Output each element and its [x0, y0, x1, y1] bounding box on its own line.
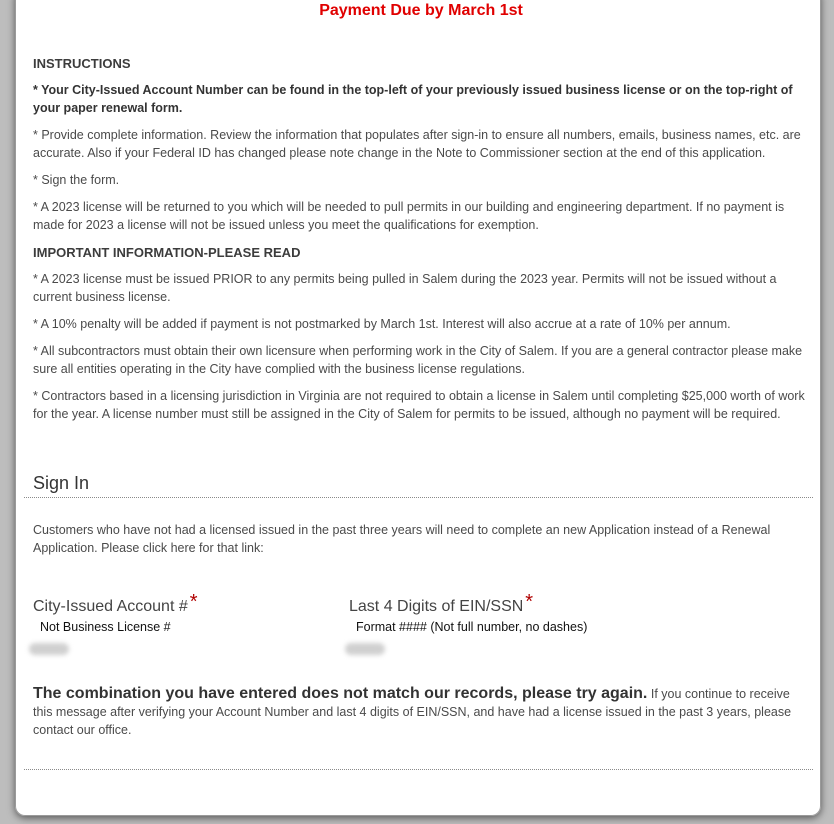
account-number-input[interactable]: [29, 643, 69, 655]
section-divider: [24, 769, 813, 770]
sign-in-title: Sign In: [33, 473, 90, 493]
instruction-item: * Provide complete information. Review the information that populates after sign-in to ensure all numbers, emails, business names, etc. are accurate. Also if your Federal ID has changed please note change in the Note to Commissioner section at the end of this application.: [33, 128, 801, 160]
payment-due-heading: Payment Due by March 1st: [319, 2, 523, 19]
important-item: * A 10% penalty will be added if payment is not postmarked by March 1st. Interest will also accrue at a rate of 10% per annum.: [33, 317, 731, 331]
error-message: [33, 685, 805, 739]
error-detail: If you continue to receive this message after verifying your Account Number and last 4 digits of EIN/SSN, and have had a license issued in the past 3 years, please contact our office.: [33, 687, 792, 737]
important-item: * A 2023 license must be issued PRIOR to any permits being pulled in Salem during the 2023 year. Permits will not be issued without a current business license.: [33, 272, 777, 304]
ein-ssn-hint: Format #### (Not full number, no dashes): [356, 620, 588, 634]
ein-ssn-input[interactable]: [345, 643, 385, 655]
new-application-notice[interactable]: Customers who have not had a licensed issued in the past three years will need to complete an new Application instead of a Renewal Application. Please click here for that link:: [33, 523, 771, 555]
required-marker: *: [525, 591, 534, 613]
form-panel: [15, 0, 821, 816]
important-item: * Contractors based in a licensing jurisdiction in Virginia are not required to obtain a license in Salem until completing $25,000 worth of work for the year. A license number must still be assigned in the City of Salem for permits to be issued, although no payment will be required.: [33, 389, 805, 421]
instruction-item: * Sign the form.: [33, 173, 120, 187]
instructions-title: INSTRUCTIONS: [33, 56, 131, 71]
important-info-title: IMPORTANT INFORMATION-PLEASE READ: [33, 245, 301, 260]
ein-ssn-label-text: Last 4 Digits of EIN/SSN: [349, 598, 524, 615]
ein-ssn-label: [349, 591, 534, 617]
required-marker: *: [189, 591, 198, 613]
error-headline: The combination you have entered does not match our records, please try again.: [33, 685, 648, 702]
instruction-item: * Your City-Issued Account Number can be found in the top-left of your previously issued business license or on the top-right of your paper renewal form.: [33, 83, 793, 115]
section-divider: [24, 497, 813, 498]
important-item: * All subcontractors must obtain their own licensure when performing work in the City of Salem. If you are a general contractor please make sure all entities operating in the City have complied with the business license regulations.: [33, 344, 803, 376]
instruction-item: * A 2023 license will be returned to you which will be needed to pull permits in our building and engineering department. If no payment is made for 2023 a license will not be issued unless you meet the qualifications for exemption.: [33, 200, 785, 232]
account-number-label: [33, 591, 198, 617]
account-number-label-text: City-Issued Account #: [33, 598, 188, 615]
account-number-hint: Not Business License #: [40, 620, 171, 634]
